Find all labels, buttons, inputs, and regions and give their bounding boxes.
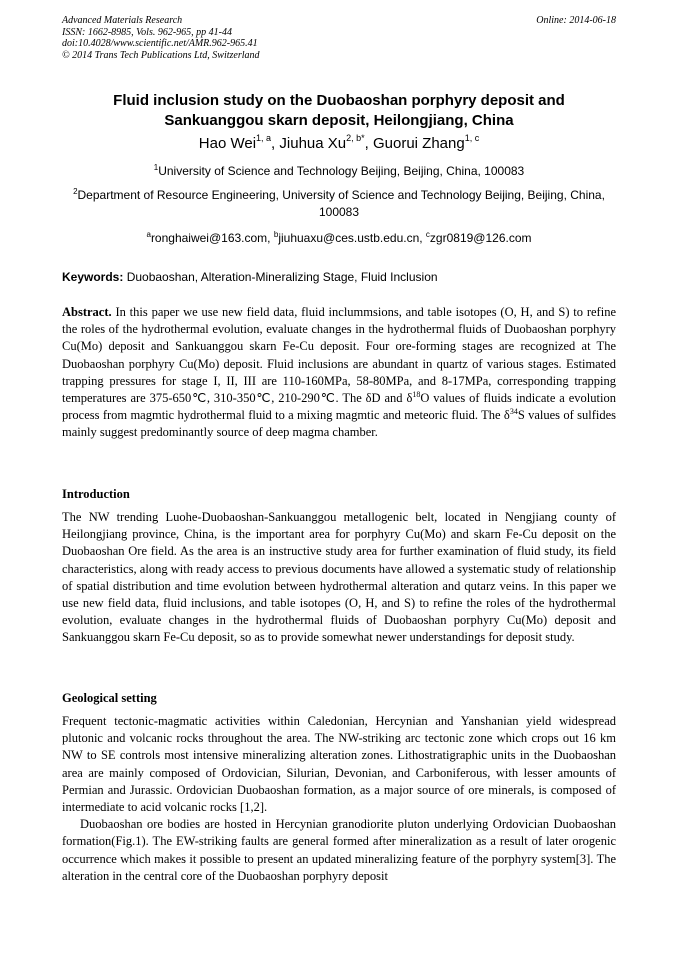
- abstract-label: Abstract.: [62, 305, 112, 319]
- paper-title: [62, 91, 616, 131]
- journal-issn: ISSN: 1662-8985, Vols. 962-965, pp 41-44: [62, 26, 232, 38]
- abstract-text: O values of fluids indicate a evolution process from magmtic hydrothermal fluid to a mixing magmtic and meteoric fluid. The δ: [62, 391, 616, 423]
- journal-header: [62, 15, 260, 61]
- email-sup: c: [425, 230, 430, 239]
- affiliation-text: University of Science and Technology Beijing, Beijing, China, 100083: [158, 164, 525, 178]
- paragraph: Frequent tectonic-magmatic activities within Caledonian, Hercynian and Yanshanian yield widespread plutonic and volcanic rocks throughout the area. The NW-striking arc tectonic zone which crops out 16 km NW to SE controls most intensive mineralizing alteration zones. Lithostratigraphic units in the Duobaoshan area are mainly composed of Ordovician, Silurian, Devonian, and Carboniferous, with lesser amounts of Permian and Jurassic. Ordovician Duobaoshan formation, as a major source of ore minerals, is composed of intermediate to acid volcanic rocks [1,2].: [62, 714, 616, 815]
- title-line-1: Fluid inclusion study on the Duobaoshan porphyry deposit and: [113, 92, 565, 109]
- author-sup: 1, c: [464, 133, 480, 143]
- geological-setting-heading: Geological setting: [62, 691, 157, 705]
- author-sup: 2, b*: [346, 133, 365, 143]
- affiliation-2: [62, 187, 616, 221]
- online-date: Online: 2014-06-18: [536, 15, 616, 26]
- affiliation-text: Department of Resource Engineering, University of Science and Technology Beijing, Beijing, China, 100083: [77, 188, 605, 219]
- introduction-text: The NW trending Luohe-Duobaoshan-Sankuanggou metallogenic belt, located in Nengjiang county of Heilongjiang province, China, is the important area for porphyry Cu(Mo) and skarn Fe-Cu deposit on the Duobaoshan Ore field. As the area is an instructive study area for further examination of fluid study, its field characteristics, along with ready access to previous documents have allowed a systematic study of relationship of spatial distribution and time evolution between hydrothermal alteration and qutarz veins. In this paper we use new field data, fluid inclusions, and table isotopes (O, H, and S) to refine the roles of the hydrothermal evolution, evaluate changes in the hydrothermal fluids of Duobaoshan porphyry Cu(Mo) deposit and Sankuanggou skarn Fe-Cu deposit, so as to provide somewhat newer understandings for deposit study.: [62, 510, 616, 645]
- journal-copyright: © 2014 Trans Tech Publications Ltd, Switzerland: [62, 49, 260, 61]
- title-line-2: Sankuanggou skarn deposit, Heilongjiang, China: [164, 112, 514, 129]
- author-sup: 1, a: [256, 133, 272, 143]
- abstract: [62, 304, 616, 442]
- abstract-sup: 18: [412, 390, 421, 400]
- affiliation-1: [62, 163, 616, 180]
- geological-setting-text: [62, 713, 616, 885]
- email-link[interactable]: jiuhuaxu@ces.ustb.edu.cn,: [278, 231, 426, 245]
- email-sup: b: [273, 230, 279, 239]
- keywords: [62, 269, 616, 285]
- abstract-sup: 34: [509, 407, 518, 417]
- author-name: Hao Wei: [198, 135, 257, 152]
- keywords-text: Duobaoshan, Alteration-Mineralizing Stage, Fluid Inclusion: [123, 270, 438, 284]
- email-link[interactable]: zgr0819@126.com: [429, 231, 532, 245]
- journal-name: Advanced Materials Research: [62, 15, 183, 26]
- author-emails: [62, 230, 616, 247]
- author-name: Guorui Zhang: [372, 135, 465, 152]
- abstract-text: In this paper we use new field data, fluid inclummsions, and table isotopes (O, H, and S) to refine the roles of the hydrothermal evolution, evaluate changes in the hydrothermal fluids of Duobaoshan porphyry Cu(Mo) deposit and Sankuanggou skarn Fe-Cu deposit. Four ore-forming stages are recognized at The Duobaoshan porphyry Cu(Mo) deposit. Fluid inclusions are abundant in quartz of various stages. Estimated trapping pressures for stage I, II, III are 110-160MPa, 58-80MPa, and 8-17MPa, corresponding trapping temperatures are 375-650℃, 310-350℃, 210-290℃. The δD and δ: [62, 305, 616, 406]
- introduction-heading: Introduction: [62, 487, 130, 501]
- author-list: Hao Wei$^{1, a}$, Jiuhua $Xu^{2, b*}$, Guorui Zhang$^{1, c}$: [198, 133, 480, 152]
- abstract-text: S values of sulfides mainly suggest predominantly source of deep magma chamber.: [62, 408, 616, 440]
- email-sup: a: [146, 230, 151, 239]
- journal-doi: doi:10.4028/www.scientific.net/AMR.962-965.41: [62, 38, 258, 49]
- affiliation-sup: 1: [153, 163, 159, 172]
- author-name: Jiuhua Xu: [279, 135, 347, 152]
- email-link[interactable]: ronghaiwei@163.com,: [150, 231, 274, 245]
- keywords-label: Keywords:: [62, 270, 124, 284]
- paragraph: Duobaoshan ore bodies are hosted in Hercynian granodiorite pluton underlying Ordovician Duobaoshan formation(Fig.1). The EW-striking faults are general formed after mineralization as a result of later orogenic occurrence which makes it possible to present an updated mineralizing feature of the porphyry system[3]. The alteration in the central core of the Duobaoshan porphyry deposit: [62, 817, 616, 883]
- affiliation-sup: 2: [73, 187, 78, 196]
